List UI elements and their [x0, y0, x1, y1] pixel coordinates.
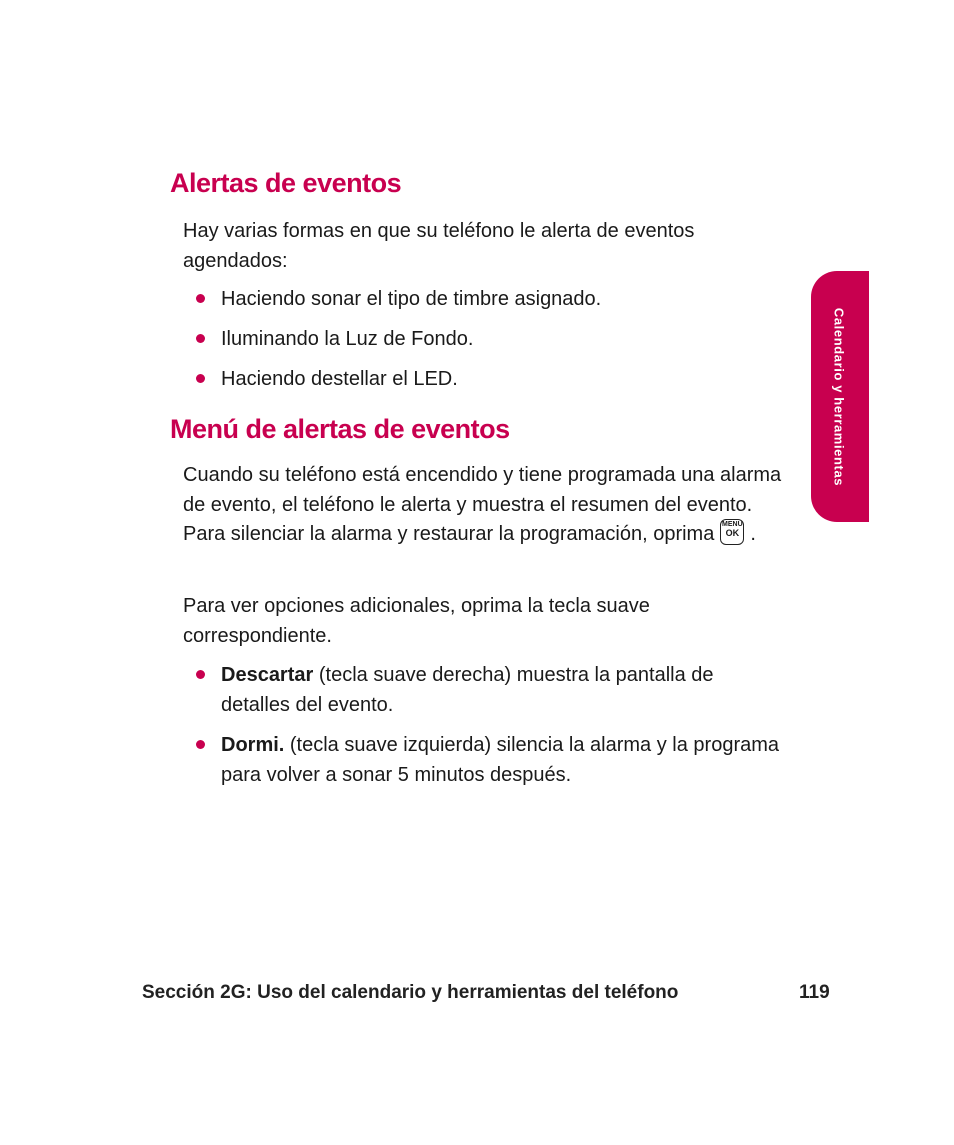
bullet-dot-icon	[196, 294, 205, 303]
list-item	[183, 730, 783, 790]
list-item-text: Haciendo destellar el LED.	[221, 368, 458, 390]
soft-key-list	[183, 660, 783, 790]
event-alert-text: Cuando su teléfono está encendido y tiene programada una alarma de evento, el teléfono le alerta y muestra el resumen del evento. Para silenciar la alarma y restaurar la programación, oprima	[183, 464, 782, 545]
event-alert-end: .	[750, 523, 756, 545]
key-top-label: MENU	[722, 520, 743, 528]
soft-key-name: Descartar	[221, 664, 314, 686]
soft-key-name: Dormi.	[221, 734, 285, 756]
bullet-dot-icon	[196, 670, 205, 679]
chapter-side-tab-label: Calendario y herramientas	[831, 307, 847, 487]
bullet-dot-icon	[196, 374, 205, 383]
alert-methods-list	[183, 284, 783, 394]
list-item-text: Iluminando la Luz de Fondo.	[221, 328, 474, 350]
footer-section-title: Sección 2G: Uso del calendario y herramientas del teléfono	[142, 982, 679, 1003]
bullet-dot-icon	[196, 740, 205, 749]
intro-paragraph: Hay varias formas en que su teléfono le alerta de eventos agendados:	[183, 220, 695, 272]
soft-key-description: (tecla suave izquierda) silencia la alarma y la programa para volver a sonar 5 minutos después.	[221, 734, 780, 786]
page-number: 119	[799, 982, 830, 1003]
section-heading-menu-alertas: Menú de alertas de eventos	[170, 414, 510, 444]
list-item	[183, 324, 783, 354]
list-item	[183, 364, 783, 394]
soft-key-description: (tecla suave derecha) muestra la pantalla de detalles del evento.	[221, 664, 714, 716]
key-bottom-label: OK	[725, 527, 740, 538]
event-alert-paragraph	[183, 461, 793, 550]
list-item	[183, 284, 783, 314]
section-heading-alertas: Alertas de eventos	[170, 168, 402, 198]
list-item-text: Haciendo sonar el tipo de timbre asignado.	[221, 288, 602, 310]
options-paragraph: Para ver opciones adicionales, oprima la tecla suave correspondiente.	[183, 595, 650, 647]
list-item	[183, 660, 783, 720]
menu-ok-key-icon	[720, 519, 744, 545]
bullet-dot-icon	[196, 334, 205, 343]
